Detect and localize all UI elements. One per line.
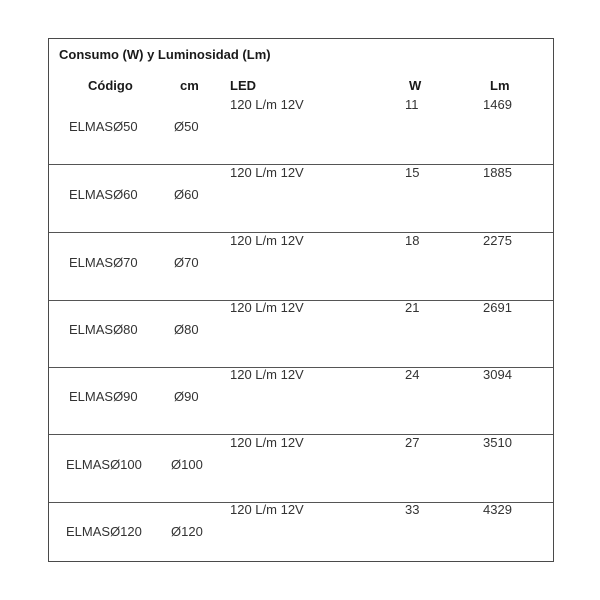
cell-watts: 11	[405, 97, 419, 112]
cell-cm: Ø70	[174, 255, 199, 270]
cell-led: 120 L/m 12V	[230, 367, 304, 382]
cell-lumens: 1885	[483, 165, 512, 180]
cell-lumens: 1469	[483, 97, 512, 112]
cell-code: ELMASØ120	[66, 524, 142, 539]
table-row	[49, 97, 553, 165]
cell-code: ELMASØ90	[69, 389, 138, 404]
cell-code: ELMASØ80	[69, 322, 138, 337]
header-led: LED	[230, 78, 256, 93]
cell-lumens: 2691	[483, 300, 512, 315]
cell-watts: 21	[405, 300, 420, 315]
table-row	[49, 435, 553, 503]
cell-code: ELMASØ60	[69, 187, 138, 202]
table-row	[49, 233, 553, 301]
cell-led: 120 L/m 12V	[230, 300, 304, 315]
cell-cm: Ø60	[174, 187, 199, 202]
cell-lumens: 2275	[483, 233, 512, 248]
cell-lumens: 3094	[483, 367, 512, 382]
cell-lumens: 4329	[483, 502, 512, 517]
cell-led: 120 L/m 12V	[230, 233, 304, 248]
cell-code: ELMASØ100	[66, 457, 142, 472]
cell-led: 120 L/m 12V	[230, 165, 304, 180]
consumption-table	[48, 38, 554, 562]
table-row	[49, 502, 553, 569]
cell-watts: 24	[405, 367, 420, 382]
cell-watts: 15	[405, 165, 420, 180]
cell-led: 120 L/m 12V	[230, 435, 304, 450]
cell-cm: Ø90	[174, 389, 199, 404]
header-lm: Lm	[490, 78, 510, 93]
header-w: W	[409, 78, 422, 93]
cell-cm: Ø50	[174, 119, 199, 134]
cell-watts: 33	[405, 502, 420, 517]
cell-led: 120 L/m 12V	[230, 97, 304, 112]
cell-code: ELMASØ70	[69, 255, 138, 270]
cell-watts: 27	[405, 435, 420, 450]
cell-cm: Ø80	[174, 322, 199, 337]
header-code: Código	[88, 78, 133, 93]
header-cm: cm	[180, 78, 199, 93]
table-title: Consumo (W) y Luminosidad (Lm)	[59, 47, 271, 62]
table-row	[49, 300, 553, 368]
table-row	[49, 367, 553, 435]
cell-code: ELMASØ50	[69, 119, 138, 134]
cell-watts: 18	[405, 233, 420, 248]
cell-cm: Ø120	[171, 524, 203, 539]
cell-cm: Ø100	[171, 457, 203, 472]
cell-lumens: 3510	[483, 435, 512, 450]
table-row	[49, 165, 553, 233]
cell-led: 120 L/m 12V	[230, 502, 304, 517]
